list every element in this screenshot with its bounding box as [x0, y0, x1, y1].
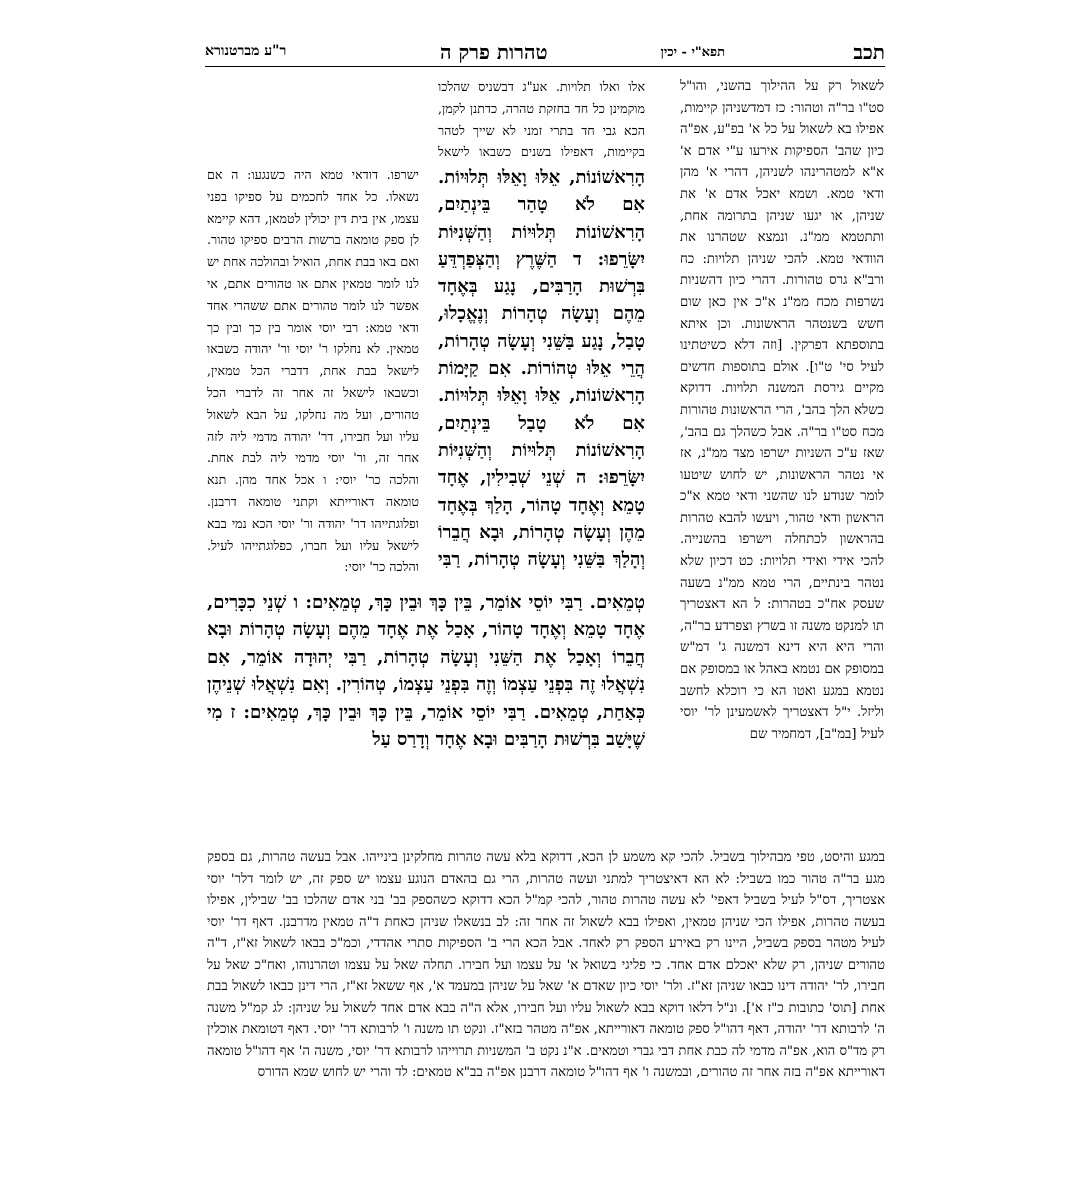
left-commentary-top-text: אלו ואלו תלויות. אע"ג דבשניס שהלכו מוקמינן כל חד בחזקת טהרה, כדתנן לקמן, הכא גבי חד בתרי זמני לא שייך לטהר בקיימות, דאפילו בשנים כשבאו לישאל — [438, 79, 645, 160]
bottom-commentary — [207, 847, 885, 1132]
commentary-name: ר"ע מברטנורא — [205, 43, 287, 59]
left-commentary-text: ישרפו. דודאי טמא היה כשנגעו: ה אם נשאלו. כל אחד לחכמים על ספיקו בפני עצמו, אין בית דין יכולין לטמאן, דהא קיימא לן ספק טומאה ברשות הרבים ספיקו טהור. ואם באו בבת אחת, הואיל ובהולכה אחת יש לנו לומר טמאין אתם או טהורים אתם, אי אפשר לנו לומר טהורים אתם ששהרי אחד ודאי טמא: רבי יוסי אומר בין כך ובין כך טמאין. לא נחלקו ר' יוסי ור' יהודה כשבאו לישאל בבת אחת, דדברי הכל טמאין, וכשבאו לישאל זה אחר זה לדברי הכל טהורים, ועל מה נחלקו, על הבא לשאול עליו ועל חבירו, דר' יהודה מדמי ליה לזה אחר זה, ור' יוסי מדמי ליה לבת אחת. והלכה כר' יוסי: ו אכל אחד מהן. תנא טומאה דאורייתא וקתני טומאה דרבנן. ופלוגתייהו דר' יהודה ור' יוסי הכא נמי בבא לישאל עליו ועל חברו, כפלוגתייהו לעיל. והלכה כר' יוסי: — [207, 167, 419, 575]
mishna-wide — [207, 589, 645, 844]
tractate-chapter: טהרות פרק ה — [440, 40, 548, 64]
mishna-center-text: הָרִאשׁוֹנוֹת, אֵלּוּ וָאֵלּוּ תְּלוּיוֹת. אִם לֹא טָהַר בֵּינְתַיִם, הָרִאשׁוֹנוֹת תְּלוּיוֹת וְהַשְּׁנִיּוֹת יִשָּׂרֵפוּ: ד הַשֶּׁרֶץ וְהַצְּפַרְדֵּעַ בִּרְשׁוּת הָרַבִּים, נָגַע בְּאֶחָד מֵהֶם וְעָשָׂה טְהָרוֹת וְנֶאֱכָלוּ, טָבַל, נָגַע בַּשֵּׁנִי וְעָשָׂה טְהָרוֹת, הֲרֵי אֵלּוּ טְהוֹרוֹת. אִם קַיָּמוֹת הָרִאשׁוֹנוֹת, אֵלּוּ וָאֵלּוּ תְּלוּיוֹת. אִם לֹא טָבַל בֵּינְתַיִם, הָרִאשׁוֹנוֹת תְּלוּיוֹת וְהַשְּׁנִיּוֹת יִשָּׂרֵפוּ: ה שְׁנֵי שְׁבִילִין, אֶחָד טָמֵא וְאֶחָד טָהוֹר, הָלַךְ בְּאֶחָד מֵהֶן וְעָשָׂה טְהָרוֹת, וּבָא חֲבֵרוֹ וְהָלַךְ בַּשֵּׁנִי וְעָשָׂה טְהָרוֹת, רַבִּי — [438, 167, 645, 571]
running-header — [205, 40, 885, 62]
header-rule — [205, 66, 885, 67]
bottom-commentary-text: במגע והיסט, טפי מבהילוך בשביל. להכי קא משמע לן הכא, דדוקא בלא עשה טהרות מחלקינן בינייהו. אבל בעשה טהרות, גם בספק מגע בר"ה טהור כמו בשביל: לא הא דאיצטריך למתני ועשה טהרות, הרי גם בהאדם הנוגע עצמו יש ספק זה, יש לומר דלר' יוסי אצטריך, דס"ל לעיל בשביל דאפי' לא עשה טהרות טהור, להכי קמ"ל הכא דדוקא כשהספק בב' בני אדם שהלכו בב' שבילין, אפילו בעשה טהרות, אפילו הכי שניהן טמאין, ואפילו בבא לשאול זה אחר זה: לב בנשאלו שניהן כאחת ד"ה טמאין מדרבנן. דאף דר' יוסי לעיל מטהר בספק בשביל, היינו רק באירע הספק רק לאחד. אבל הכא הרי ב' הספיקות סתרי אהדדי, וכמ"כ בבאו לשאול זא"ז, ד"ה טהורים שניהן, רק שלא יאכלם אדם אחד. כי פליגי בשואל א' על עצמו ועל חבירו. תחלה שאל על עצמו וטהרנוהו, ואח"כ שאל על חבירו, לר' יהודה דינו כבאו שניהן זא"ז. ולר' יוסי כיון שאדם א' שאל על שניהן במעמד א', אף ששאל זא"ז, הרי דינן כבאו לשאול בבת אחת [תוס' כתובות כ"ז א']. ונ"ל דלאו דוקא בבא לשאול עליו ועל חבירו, אלא ה"ה בבא אדם אחד לשאול על שניהן: לג קמ"ל משנה ה' לרבותא דר' יהודה, דאף דהו"ל ספק טומאה דאורייתא, אפ"ה מטהר בזא"ז. ונקט תו משנה ו' לרבותא דר' יוסי. דאף דטומאת אוכלין רק מד"ס הוא, אפ"ה מדמי לה כבת אחת דבי גברי וטמאים. א"נ נקט ב' המשניות תרוייהו לרבותא דר' יוסי, משנה ה' אף דהו"ל טומאה דאורייתא אפ"ה בזה אחר זה טהורים, ובמשנה ו' אף דהו"ל טומאה דרבנן אפ"ה בב"א טמאים: לד והרי יש לחוש שמא הדורס — [207, 850, 885, 1080]
left-commentary-top — [438, 76, 645, 164]
page-number: תכב — [853, 40, 885, 64]
right-commentary-text: לשאול רק על ההילוך בהשני, והו"ל סט"ו בר"ה וטהור: כז דמדשניהן קיימות, אפילו בא לשאול על כל א' בפ"ע, אפ"ה כיון שהב' הספיקות אירעו ע"י אדם א' א"א למטהרינהו לשניהן, דהרי א' מהן ודאי טמא. ושמא יאכל אדם א' את שניהן, או יגעו שניהן בתרומה אחת, ותתטמא ממ"נ. ונמצא שטהרנו את הוודאי טמא. להכי שניהן תלויות: כח ורב"א גרס טהורות. דהרי כיון דהשניות נשרפות מכח ממ"נ א"כ אין כאן שום חשש בשנטהר הראשונות. וכן איתא בתוספתא דפרקין. [וזה דלא כשיטתינו לעיל סי' ט"ו]. אולם בתוספות חדשים מקיים גירסת המשנה תלויות. דדוקא כשלא הלך בהב', הרי הראשונות טהורות מכח סט"ו בר"ה. אבל כשהלך גם בהב', שאז ע"כ השניות ישרפו מצד ממ"נ, אז אי נטהר הראשונות, יש לחוש שיטעו לומר שנודע לנו שהשני ודאי טמא א"כ הראשון ודאי טהור, ויעשו להבא טהרות בהראשון לכתחלה וישרפו בהשנייה. להכי אידי ואידי תלויות: כט דכיון שלא נטהר בינתיים, הרי טמא ממ"נ בשעה שעסק אח"כ בטהרות: ל הא דאצטריך תו למנקט משנה זו בשרץ וצפרדע בר"ה, והרי היא היא דינא דמשנה ג' דמ"ש במסופק אם נטמא באהל או במסופק אם נטמא במגע ואטו הא כי רוכלא לחשב וליזל. י"ל דאצטריך לאשמעינן לר' יוסי לעיל [במ"ב], דמחמיר שם — [680, 79, 884, 742]
right-commentary — [680, 76, 884, 844]
left-commentary — [207, 164, 419, 640]
mishna-wide-text: טְמֵאִים. רַבִּי יוֹסֵי אוֹמֵר, בֵּין כָּךְ וּבֵין כָּךְ, טְמֵאִים: ו שְׁנֵי כִכָּרִים, אֶחָד טָמֵא וְאֶחָד טָהוֹר, אָכַל אֶת אֶחָד מֵהֶם וְעָשָׂה טְהָרוֹת וּבָא חֲבֵרוֹ וְאָכַל אֶת הַשֵּׁנִי וְעָשָׂה טְהָרוֹת, רַבִּי יְהוּדָה אוֹמֵר, אִם נִשְׁאֲלוּ זֶה בִּפְנֵי עַצְמוֹ וְזֶה בִּפְנֵי עַצְמוֹ, טְהוֹרִין. וְאִם נִשְׁאֲלוּ שְׁנֵיהֶן כְּאַחַת, טְמֵאִים. רַבִּי יוֹסֵי אוֹמֵר, בֵּין כָּךְ וּבֵין כָּךְ, טְמֵאִים: ז מִי שֶׁיָּשַׁב בִּרְשׁוּת הָרַבִּים וּבָא אֶחָד וְדָרַס עַל — [207, 592, 645, 751]
mishna-center — [438, 164, 645, 572]
edition-note: תפא"י - יכין — [660, 45, 725, 60]
